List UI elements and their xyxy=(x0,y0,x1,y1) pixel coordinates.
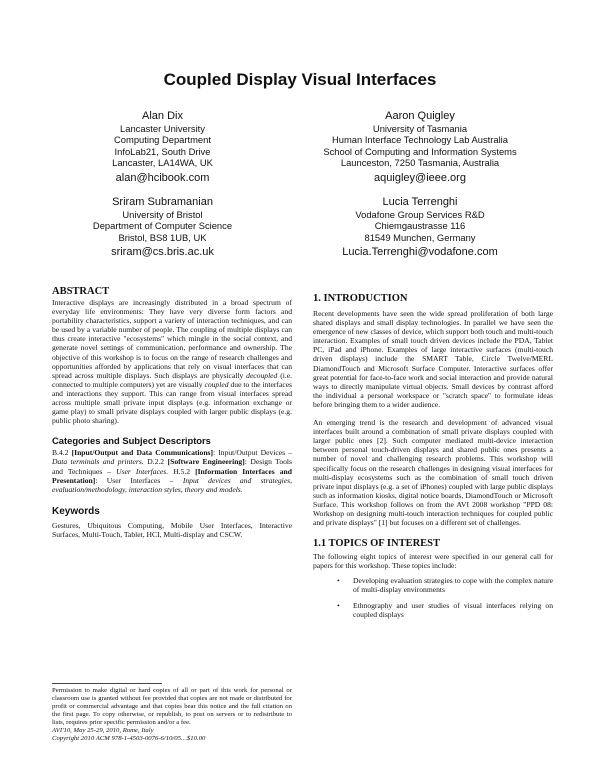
author-name: Alan Dix xyxy=(142,110,183,122)
bullet-icon: • xyxy=(337,576,340,586)
permission-text: Permission to make digital or hard copies of all or part of this work for personal or classroom use is granted without fee provided that copies are not made or distributed for profit or commercial advantage and that copies bear this notice and the full citation on the first page. To copy otherwise, or republish, to post on servers or to redistribute to lists, requires prior specific permission and/or a fee. xyxy=(52,687,292,726)
author-block-dix xyxy=(75,110,250,185)
topics-heading: 1.1 TOPICS OF INTEREST xyxy=(313,538,441,550)
abstract-emphasis: coupled xyxy=(204,379,229,389)
paper-title: Coupled Display Visual Interfaces xyxy=(163,70,437,89)
author-email: aquigley@ieee.org xyxy=(374,171,466,184)
author-affiliation-line: Lancaster, LA14WA, UK xyxy=(112,157,213,169)
right-column xyxy=(313,293,553,625)
author-affiliation-line: Human Interface Technology Lab Australia xyxy=(332,134,508,146)
permission-block xyxy=(52,683,292,743)
categories-heading: Categories and Subject Descriptors xyxy=(52,435,211,447)
author-affiliation-line: University of Tasmania xyxy=(372,123,468,134)
keywords-heading: Keywords xyxy=(52,505,100,517)
author-affiliation-line: 81549 Munchen, Germany xyxy=(364,231,476,243)
author-affiliation-line: Computing Department xyxy=(114,134,211,146)
left-column xyxy=(52,286,292,539)
author-name: Lucia Terrenghi xyxy=(382,196,458,208)
footnote-rule xyxy=(52,683,162,684)
author-email: Lucia.Terrenghi@vodafone.com xyxy=(342,246,498,259)
conference-venue: AVI'10, May 25-29, 2010, Rome, Italy xyxy=(52,727,154,734)
author-affiliation-line: School of Computing and Information Systems xyxy=(323,145,517,157)
author-affiliation-line: Lancaster University xyxy=(120,123,205,134)
topics-list xyxy=(313,576,553,618)
author-affiliation-line: Launceston, 7250 Tasmania, Australia xyxy=(340,157,500,169)
bullet-icon: • xyxy=(337,600,340,610)
author-name: Sriram Subramanian xyxy=(112,196,213,208)
abstract-heading: ABSTRACT xyxy=(52,286,110,297)
abstract-text: Interactive displays are increasingly distributed in a broad spectrum of everyday life environments: They have very diverse form factors and portability characteristics, support a variety of interaction techniques, and can be used by a variable number of people. The coupling of multiple displays can thus create interactive "ecosystems" which mingle in the social context, and generate novel settings of communication, performance and ownership. The objective of this workshop is to focus on the range of research challenges and opportunities afforded by applications that rely on visual interfaces that can spread across multiple displays. Such displays are physically decoupled (i.e. connected to multiple computers) yet are visually coupled due to the interfaces and interactions they support. This can range from visual interfaces spread across multiple small private input displays (e.g. information exchange or game play) to small private displays coupled with larger public displays (e.g. public photo sharing). xyxy=(52,298,293,426)
author-block-subramanian xyxy=(75,196,250,259)
author-name: Aaron Quigley xyxy=(385,110,455,122)
author-affiliation-line: University of Bristol xyxy=(122,209,203,220)
author-affiliation-line: Bristol, BS8 1UB, UK xyxy=(118,231,207,243)
topics-intro: The following eight topics of interest were specified in our general call for papers for this workshop. These topics include: xyxy=(313,552,553,571)
author-affiliation-line: Vodafone Group Services R&D xyxy=(355,209,485,220)
list-item: • Ethnography and user studies of visual interfaces relying on coupled displays xyxy=(337,600,553,619)
introduction-paragraph: An emerging trend is the research and development of advanced visual interfaces built around a combination of small private displays coupled with larger public ones [2]. Such computer mediated multi-device interaction between personal touch-driven displays and shared public ones presents a number of novel and challenging research problems. This workshop will specifically focus on the research challenges in designing visual interfaces for multi-display ecosystems such as the combination of small touch driven private input displays (e.g. a set of iPhones) coupled with large public displays such as information kiosks, digital notice boards, DiamondTouch or Microsoft Surface. This workshop follows on from the AVI 2008 workshop "PPD 08: Workshop on designing multi-touch interaction techniques for coupled public and private displays" [1] but focuses on a different set of challenges. xyxy=(313,418,553,528)
author-email: alan@hcibook.com xyxy=(115,171,210,184)
author-affiliation-line: InfoLab21, South Drive xyxy=(114,145,211,157)
introduction-heading: 1. INTRODUCTION xyxy=(313,293,408,304)
author-affiliation-line: Chiemgaustrasse 116 xyxy=(374,220,466,232)
author-block-quigley xyxy=(300,110,540,185)
author-affiliation-line: Department of Computer Science xyxy=(92,220,233,232)
author-email: sriram@cs.bris.ac.uk xyxy=(111,246,214,259)
copyright-line: Copyright 2010 ACM 978-1-4503-0076-6/10/05…$10.00 xyxy=(52,735,206,742)
introduction-paragraph: Recent developments have seen the wide spread proliferation of both large shared displays and small display technologies. In parallel we have seen the emergence of new classes of device, which support both touch and multi-touch interaction. Examples of small touch driven devices include the PDA, Tablet PC, iPad and iPhone. Examples of large interactive surfaces (multi-touch driven displays) include the SMART Table, Circle Twelve/MERL DiamondTouch and Microsoft Surface Computer. Interactive surfaces offer great potential for face-to-face work and social interaction and provide natural ways to directly manipulate virtual objects. Small devices by contrast afford the individual a personal workspace or "scratch space" to formulate ideas before bringing them to a wider audience. xyxy=(313,309,553,409)
keywords-text: Gestures, Ubiquitous Computing, Mobile User Interfaces, Interactive Surfaces, Multi-Touch, Tablet, HCI, Multi-display and CSCW. xyxy=(52,520,292,539)
author-block-terrenghi xyxy=(310,196,530,259)
categories-text: B.4.2 [Input/Output and Data Communications]: Input/Output Devices – Data terminals and printers. D.2.2 [Software Engineering]: Design Tools and Techniques – User Interfaces. H.5.2 [Information Interfaces and Presentation]: User Interfaces – Input devices and strategies, evaluation/methodology, interaction styles, theory and models. xyxy=(52,448,293,494)
list-item: • Developing evaluation strategies to cope with the complex nature of multi-display environments xyxy=(337,576,553,595)
abstract-emphasis: decoupled xyxy=(246,370,278,380)
